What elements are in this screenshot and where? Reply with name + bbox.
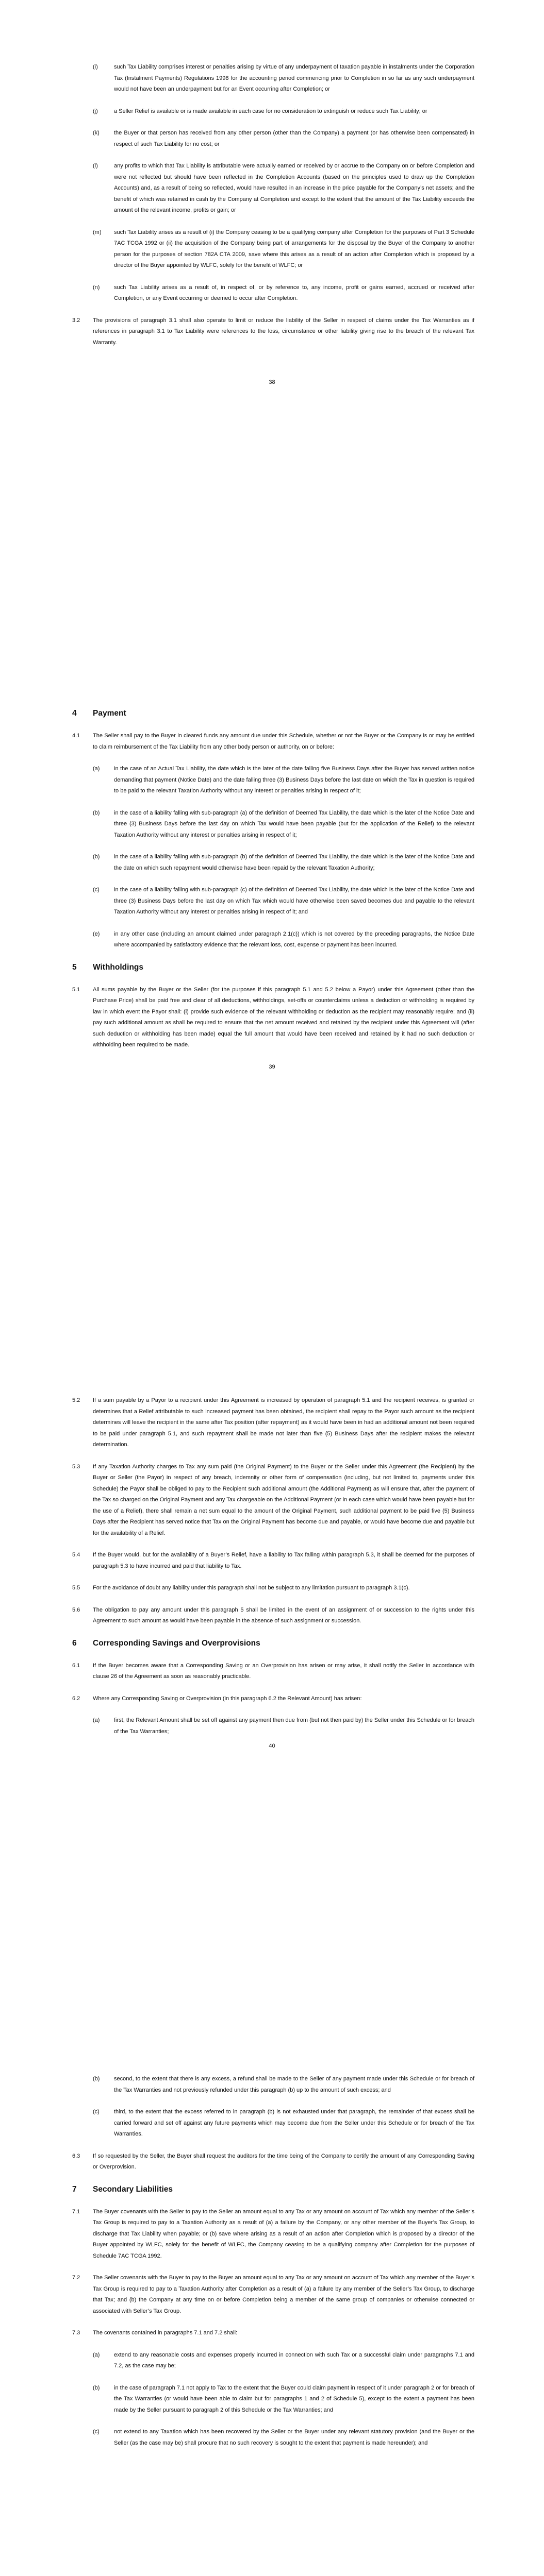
- clause-paragraph: [0, 1693, 544, 1705]
- clause-paragraph: [0, 1462, 544, 1539]
- clause-paragraph: [0, 1583, 544, 1594]
- sub-paragraph-label: (a): [93, 766, 100, 772]
- clause-number: 4.1: [72, 733, 80, 739]
- clause-paragraph: [0, 731, 544, 753]
- section-heading: [0, 708, 544, 719]
- paragraph-text: The Buyer covenants with the Seller to pay to the Seller an amount equal to any Tax or any amount on account of Tax which any member of the Seller’s Tax Group is required to pay to a Taxation Authority as a result of (a) a failure by the Company, or any other member of the Buyer’s Tax Group, to discharge that Tax Liability when payable; or (b) save where arising as a result of an action after Completion which is proposed by a director of the Buyer appointed by WLFC, solely for the benefit of WLFC, the Company ceasing to be a qualifying company after Completion for the purposes of Schedule 7AC TCGA 1992.: [93, 2208, 474, 2259]
- clause-number: 5.2: [72, 1397, 80, 1403]
- clause-number: 6.2: [72, 1695, 80, 1702]
- sub-paragraph: [0, 62, 544, 95]
- sub-paragraph: [0, 929, 544, 951]
- paragraph-text: All sums payable by the Buyer or the Seller (for the purposes if this paragraph 5.1 and 5.2 below a Payor) under this Agreement (other than the Purchase Price) shall be paid free and clear of all deductions, withholdings, set-offs or counterclaims unless a deduction or withholding is required by law in which event the Payor shall: (i) provide such evidence of the relevant withholding or deduction as the recipient may reasonably require; and (ii) pay such additional amount as shall be required to ensure that the net amount received and retained by the recipient under this Agreement will (after such deduction or withholding has been made) equal the full amount that would have been received and retained by it had no such deduction or withholding been required to be made.: [93, 986, 474, 1048]
- sub-paragraph: [0, 2383, 544, 2416]
- page-content: [0, 708, 544, 1062]
- sub-paragraph-label: (c): [93, 887, 100, 893]
- sub-paragraph-label: (e): [93, 930, 100, 937]
- sub-paragraph: [0, 161, 544, 216]
- clause-number: 5.3: [72, 1463, 80, 1470]
- paragraph-text: the Buyer or that person has received from any other person (other than the Company) a payment (or has otherwise been compensated) in respect of such Tax Liability for no cost; or: [114, 130, 474, 147]
- sub-paragraph-label: (k): [93, 130, 100, 136]
- section-number: 7: [72, 2184, 77, 2194]
- sub-paragraph-label: (i): [93, 64, 98, 70]
- clause-paragraph: [0, 2151, 544, 2173]
- paragraph-text: in the case of a liability falling with sub-paragraph (c) of the definition of Deemed Tax Liability, the date which is the later of the Notice Date and three (3) Business Days before the last day on which Tax which would have otherwise been saved becomes due and payable to the relevant Taxation Authority without any interest or penalties arising in respect of it; and: [114, 887, 474, 915]
- sub-paragraph-label: (a): [93, 1717, 100, 1723]
- sub-paragraph: [0, 282, 544, 304]
- page-content: [0, 1395, 544, 1748]
- clause-paragraph: [0, 1550, 544, 1572]
- clause-number: 7.2: [72, 2275, 80, 2281]
- sub-paragraph-label: (b): [93, 2384, 100, 2391]
- section-heading: [0, 962, 544, 973]
- clause-number: 5.5: [72, 1585, 80, 1591]
- sub-paragraph: [0, 2350, 544, 2372]
- section-heading: [0, 1638, 544, 1649]
- paragraph-text: The obligation to pay any amount under this paragraph 5 shall be limited in the event of an assignment of or succession to the rights under this Agreement to such amount as would have been payable in the absence of such assignment or succession.: [93, 1606, 474, 1624]
- paragraph-text: The Seller covenants with the Buyer to pay to the Buyer an amount equal to any Tax or any amount on account of Tax which any member of the Buyer’s Tax Group is required to pay to a Taxation Authority after Completion as a result of (a) a failure by any member of the Seller’s Tax Group, to discharge that Tax; and (b) the Company at any time on or before Completion being a member of the same group of companies or otherwise connected or associated with Seller’s Tax Group.: [93, 2275, 474, 2314]
- clause-paragraph: [0, 2273, 544, 2317]
- clause-paragraph: [0, 1605, 544, 1627]
- sub-paragraph-label: (b): [93, 2076, 100, 2082]
- clause-number: 6.1: [72, 1662, 80, 1669]
- sub-paragraph-label: (a): [93, 2351, 100, 2358]
- clause-number: 6.3: [72, 2153, 80, 2159]
- paragraph-text: such Tax Liability arises as a result of (i) the Company ceasing to be a qualifying company after Completion for the purposes of Part 3 Schedule 7AC TCGA 1992 or (ii) the acquisition of the Company being part of arrangements for the disposal by the Buyer of the Company to another person for the purposes of section 782A CTA 2009, save where this arises as a result of an action after Completion which is proposed by a director of the Buyer appointed by WLFC, solely for the benefit of WLFC; or: [114, 229, 474, 268]
- sub-paragraph: [0, 2074, 544, 2096]
- sub-paragraph: [0, 2427, 544, 2449]
- page-content: [0, 62, 544, 359]
- sub-paragraph-label: (m): [93, 229, 102, 235]
- paragraph-text: in the case of an Actual Tax Liability, the date which is the later of the date falling five Business Days after the Buyer has served written notice demanding that payment (Notice Date) and the date falling three (3) Business Days before the last date on which the Tax in question is required to be paid to the relevant Taxation Authority without any interest or penalties arising in respect of it;: [114, 766, 474, 794]
- paragraph-text: If the Buyer would, but for the availability of a Buyer’s Relief, have a liability to Tax falling within paragraph 5.3, it shall be deemed for the purposes of paragraph 5.3 to have incurred and paid that liability to Tax.: [93, 1552, 474, 1569]
- paragraph-text: second, to the extent that there is any excess, a refund shall be made to the Seller of any payment made under this Schedule or for breach of the Tax Warranties and not previously refunded under this paragraph (b) up to the amount of such excess; and: [114, 2076, 474, 2093]
- paragraph-text: in the case of paragraph 7.1 not apply to Tax to the extent that the Buyer could claim payment in respect of it under paragraph 2 or for breach of the Tax Warranties (or would have been able to claim but for paragraphs 1 and 2 of Schedule 5), except to the extent a payment has been made by the Seller pursuant to paragraph 2 of this Schedule or the Tax Warranties; and: [114, 2384, 474, 2413]
- section-number: 5: [72, 962, 77, 972]
- page-41: [0, 2076, 544, 2576]
- sub-paragraph: [0, 852, 544, 874]
- page-number: 39: [269, 1064, 275, 1070]
- sub-paragraph: [0, 1715, 544, 1737]
- clause-number: 5.1: [72, 986, 80, 993]
- sub-paragraph-label: (j): [93, 108, 98, 114]
- section-title: Secondary Liabilities: [93, 2184, 173, 2194]
- sub-paragraph: [0, 227, 544, 272]
- clause-paragraph: [0, 1660, 544, 1683]
- clause-number: 5.6: [72, 1606, 80, 1613]
- sub-paragraph: [0, 764, 544, 797]
- clause-paragraph: [0, 2207, 544, 2262]
- page-number: 38: [269, 379, 275, 385]
- section-number: 4: [72, 709, 77, 718]
- clause-number: 5.4: [72, 1552, 80, 1558]
- clause-paragraph: [0, 985, 544, 1051]
- section-number: 6: [72, 1638, 77, 1648]
- paragraph-text: not extend to any Taxation which has been recovered by the Seller or the Buyer under any relevant statutory provision (and the Buyer or the Seller (as the case may be) shall procure that no such recovery is sought to the extent that payment is made hereunder); and: [114, 2429, 474, 2446]
- sub-paragraph: [0, 808, 544, 841]
- sub-paragraph-label: (l): [93, 163, 98, 169]
- sub-paragraph: [0, 128, 544, 150]
- sub-paragraph-label: (b): [93, 809, 100, 816]
- paragraph-text: If a sum payable by a Payor to a recipient under this Agreement is increased by operation of paragraph 5.1 and the recipient receives, is granted or determines that a Relief attributable to such increased payment has been obtained, the recipient shall repay to the Payor such amount as the recipient determines will leave the recipient in the same after Tax position (after repayment) as it would have been in had an additional amount not been required to be paid under paragraph 5.1, and such repayment shall be made not later than five (5) Business Days after the recipient makes the relevant determination.: [93, 1397, 474, 1448]
- clause-number: 7.3: [72, 2330, 80, 2336]
- section-heading: [0, 2184, 544, 2195]
- paragraph-text: such Tax Liability arises as a result of, in respect of, or by reference to, any income, profit or gains earned, accrued or received after Completion, or any Event occurring or deemed to occur after Completion.: [114, 284, 474, 301]
- sub-paragraph-label: (c): [93, 2109, 100, 2115]
- paragraph-text: a Seller Relief is available or is made available in each case for no consideration to extinguish or reduce such Tax Liability; or: [114, 108, 427, 114]
- paragraph-text: first, the Relevant Amount shall be set off against any payment then due from (but not then paid by) the Seller under this Schedule or for breach of the Tax Warranties;: [114, 1717, 474, 1735]
- section-title: Withholdings: [93, 962, 144, 972]
- sub-paragraph-label: (c): [93, 2429, 100, 2435]
- page-39: [0, 703, 544, 1406]
- paragraph-text: If the Buyer becomes aware that a Corresponding Saving or an Overprovision has arisen or may arise, it shall notify the Seller in accordance with clause 26 of the Agreement as soon as reasonably practicable.: [93, 1662, 474, 1680]
- sub-paragraph-label: (b): [93, 854, 100, 860]
- paragraph-text: such Tax Liability comprises interest or penalties arising by virtue of any underpayment of taxation payable in instalments under the Corporation Tax (Instalment Payments) Regulations 1998 for the accounting period commencing prior to Completion in so far as any such underpayment would not have been an underpayment but for an Event occurring after Completion; or: [114, 64, 474, 92]
- clause-paragraph: [0, 1395, 544, 1451]
- section-title: Payment: [93, 709, 126, 718]
- page-content: [0, 2074, 544, 2460]
- clause-paragraph: [0, 315, 544, 349]
- paragraph-text: If any Taxation Authority charges to Tax any sum paid (the Original Payment) to the Buyer or the Seller under this Agreement (the Recipient) by the Buyer or Seller (the Payor) in respect of any breach, indemnity or other form of compensation (including, but not limited to, payments under this Schedule) the Payor shall be obliged to pay to the Recipient such additional amount (the Additional Payment) as will ensure that, after the payment of the Tax so charged on the Original Payment and any Tax chargeable on the Additional Payment (or in each case which would have been payable but for the use of a Relief), there shall remain a net sum equal to the amount of the Original Payment, such additional payment to be paid five (5) Business Days after the Recipient has served notice that Tax on the Original Payment has become due and payable, or would have become due and payable but for the availability of a Relief.: [93, 1463, 474, 1536]
- page-38: [0, 0, 544, 703]
- paragraph-text: in the case of a liability falling with sub-paragraph (a) of the definition of Deemed Tax Liability, the date which is the later of the Notice Date and three (3) Business Days before the last day on which Tax would have been payable (but for the application of the Relief) to the relevant Taxation Authority without any interest or penalties arising in respect of it;: [114, 809, 474, 838]
- paragraph-text: in any other case (including an amount claimed under paragraph 2.1(c)) which is not covered by the preceding paragraphs, the Notice Date where accompanied by satisfactory evidence that the relevant loss, cost, expense or payment has been incurred.: [114, 930, 474, 948]
- paragraph-text: If so requested by the Seller, the Buyer shall request the auditors for the time being of the Company to certify the amount of any Corresponding Saving or Overprovision.: [93, 2153, 474, 2170]
- paragraph-text: For the avoidance of doubt any liability under this paragraph shall not be subject to any limitation pursuant to paragraph 3.1(c).: [93, 1585, 410, 1591]
- paragraph-text: in the case of a liability falling with sub-paragraph (b) of the definition of Deemed Tax Liability, the date which is the later of the Notice Date and the date on which such repayment would otherwise have been repaid by the relevant Taxation Authority;: [114, 854, 474, 871]
- sub-paragraph: [0, 106, 544, 117]
- clause-number: 3.2: [72, 317, 80, 324]
- sub-paragraph: [0, 2107, 544, 2140]
- clause-paragraph: [0, 2328, 544, 2339]
- page-number: 40: [269, 1743, 275, 1749]
- paragraph-text: third, to the extent that the excess referred to in paragraph (b) is not exhausted under that paragraph, the remainder of that excess shall be carried forward and set off against any future payments which may become due from the Seller under this Schedule or for breach of the Tax Warranties.: [114, 2109, 474, 2137]
- paragraph-text: Where any Corresponding Saving or Overprovision (in this paragraph 6.2 the Relevant Amount) has arisen:: [93, 1695, 362, 1702]
- paragraph-text: The Seller shall pay to the Buyer in cleared funds any amount due under this Schedule, whether or not the Buyer or the Company is or may be entitled to claim reimbursement of the Tax Liability from any other body person or authority, on or before:: [93, 733, 474, 750]
- sub-paragraph-label: (n): [93, 284, 100, 291]
- clause-number: 7.1: [72, 2208, 80, 2215]
- section-title: Corresponding Savings and Overprovisions: [93, 1638, 260, 1648]
- paragraph-text: extend to any reasonable costs and expenses properly incurred in connection with such Tax or a successful claim under paragraphs 7.1 and 7.2, as the case may be;: [114, 2351, 474, 2369]
- paragraph-text: The covenants contained in paragraphs 7.1 and 7.2 shall:: [93, 2330, 238, 2336]
- sub-paragraph: [0, 885, 544, 918]
- page-40: [0, 1397, 544, 2110]
- paragraph-text: any profits to which that Tax Liability is attributable were actually earned or received by or accrue to the Company on or before Completion and were not reflected but should have been reflected in the Completion Accounts (based on the principles used to draw up the Completion Accounts) and, as a result of being so reflected, would have resulted in an increase in the price payable for the Company’s net assets; and the benefit of which was retained in cash by the Company at Completion and except to the extent that the amount of the Tax Liability exceeds the amount of the relevant income, profits or gain; or: [114, 163, 474, 213]
- paragraph-text: The provisions of paragraph 3.1 shall also operate to limit or reduce the liability of the Seller in respect of claims under the Tax Warranties as if references in paragraph 3.1 to Tax Liability were references to the loss, circumstance or other liability giving rise to the breach of the relevant Tax Warranty.: [93, 317, 474, 346]
